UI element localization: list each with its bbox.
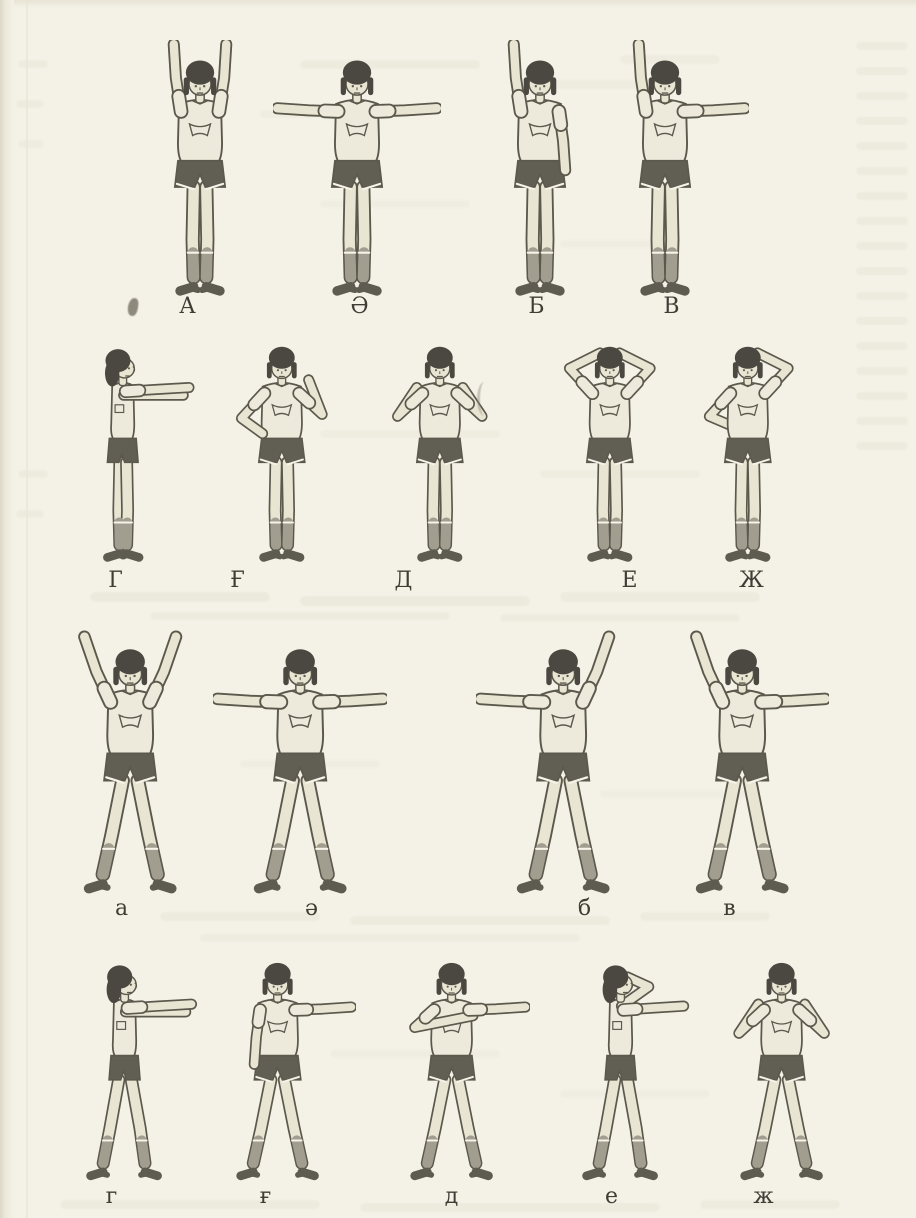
exercise-figure-ғ xyxy=(200,944,355,1187)
figure-label: В xyxy=(663,294,681,319)
figure-label: а xyxy=(114,896,130,921)
exercise-figure-ж xyxy=(704,944,859,1187)
bleed-through-smudge xyxy=(856,417,908,425)
figure-label: б xyxy=(577,896,593,921)
bleed-through-smudge xyxy=(856,342,908,350)
figure-label: в xyxy=(723,896,737,921)
bleed-through-smudge xyxy=(856,142,908,150)
bleed-through-smudge xyxy=(856,317,908,325)
figure-label: ж xyxy=(753,1184,775,1209)
bleed-through-smudge xyxy=(856,117,908,125)
figure-label: Б xyxy=(528,294,546,319)
exercise-figure-Ғ xyxy=(205,328,359,568)
figure-label: Г xyxy=(108,568,124,593)
figure-label: е xyxy=(604,1184,620,1209)
exercise-figure-А xyxy=(116,40,284,303)
bleed-through-smudge xyxy=(18,470,48,478)
bleed-through-smudge xyxy=(856,192,908,200)
bleed-through-smudge xyxy=(18,140,44,148)
bleed-through-smudge xyxy=(856,217,908,225)
exercise-figure-е xyxy=(542,944,697,1187)
exercise-figure-Д xyxy=(363,328,517,568)
bleed-through-smudge xyxy=(18,60,48,68)
bleed-through-smudge xyxy=(856,392,908,400)
bleed-through-smudge xyxy=(90,592,270,602)
figure-label: Ә xyxy=(350,294,370,319)
bleed-through-smudge xyxy=(150,612,450,620)
page-crease xyxy=(26,0,28,1218)
figure-label: Ж xyxy=(739,568,765,593)
figure-label: д xyxy=(444,1184,460,1209)
bleed-through-smudge xyxy=(856,242,908,250)
exercise-figure-а xyxy=(43,628,217,901)
bleed-through-smudge xyxy=(856,167,908,175)
figure-label: Ғ xyxy=(230,568,246,593)
bleed-through-smudge xyxy=(856,67,908,75)
figure-label: ә xyxy=(304,896,320,921)
exercise-figure-ә xyxy=(213,628,387,901)
exercise-figure-Г xyxy=(45,328,199,568)
exercise-figure-Е xyxy=(533,328,687,568)
bleed-through-smudge xyxy=(856,42,908,50)
bleed-through-smudge xyxy=(16,510,44,518)
figure-label: г xyxy=(105,1184,119,1209)
bleed-through-smudge xyxy=(856,367,908,375)
bleed-through-smudge xyxy=(200,934,580,942)
bleed-through-smudge xyxy=(350,916,610,925)
scan-edge-left xyxy=(0,0,14,1218)
exercise-figure-д xyxy=(374,944,529,1187)
bleed-through-smudge xyxy=(856,442,908,450)
exercise-figure-г xyxy=(46,944,201,1187)
exercise-figure-В xyxy=(581,40,749,303)
bleed-through-smudge xyxy=(60,1200,320,1209)
bleed-through-smudge xyxy=(500,614,740,622)
exercise-figure-Ә xyxy=(273,40,441,303)
figure-label: Д xyxy=(394,568,414,593)
figure-label: ғ xyxy=(259,1184,273,1209)
ink-smudge xyxy=(477,382,492,416)
figure-label: А xyxy=(179,294,197,319)
exercise-figure-в xyxy=(655,628,829,901)
bleed-through-smudge xyxy=(560,592,760,602)
scan-edge-top xyxy=(0,0,916,8)
bleed-through-smudge xyxy=(856,92,908,100)
bleed-through-smudge xyxy=(856,267,908,275)
bleed-through-smudge xyxy=(856,292,908,300)
bleed-through-smudge xyxy=(640,912,770,921)
exercise-figure-б xyxy=(476,628,650,901)
bleed-through-smudge xyxy=(16,100,44,108)
figure-label: Е xyxy=(621,568,639,593)
bleed-through-smudge xyxy=(300,596,530,606)
bleed-through-smudge xyxy=(160,912,320,921)
exercise-figure-Ж xyxy=(671,328,825,568)
